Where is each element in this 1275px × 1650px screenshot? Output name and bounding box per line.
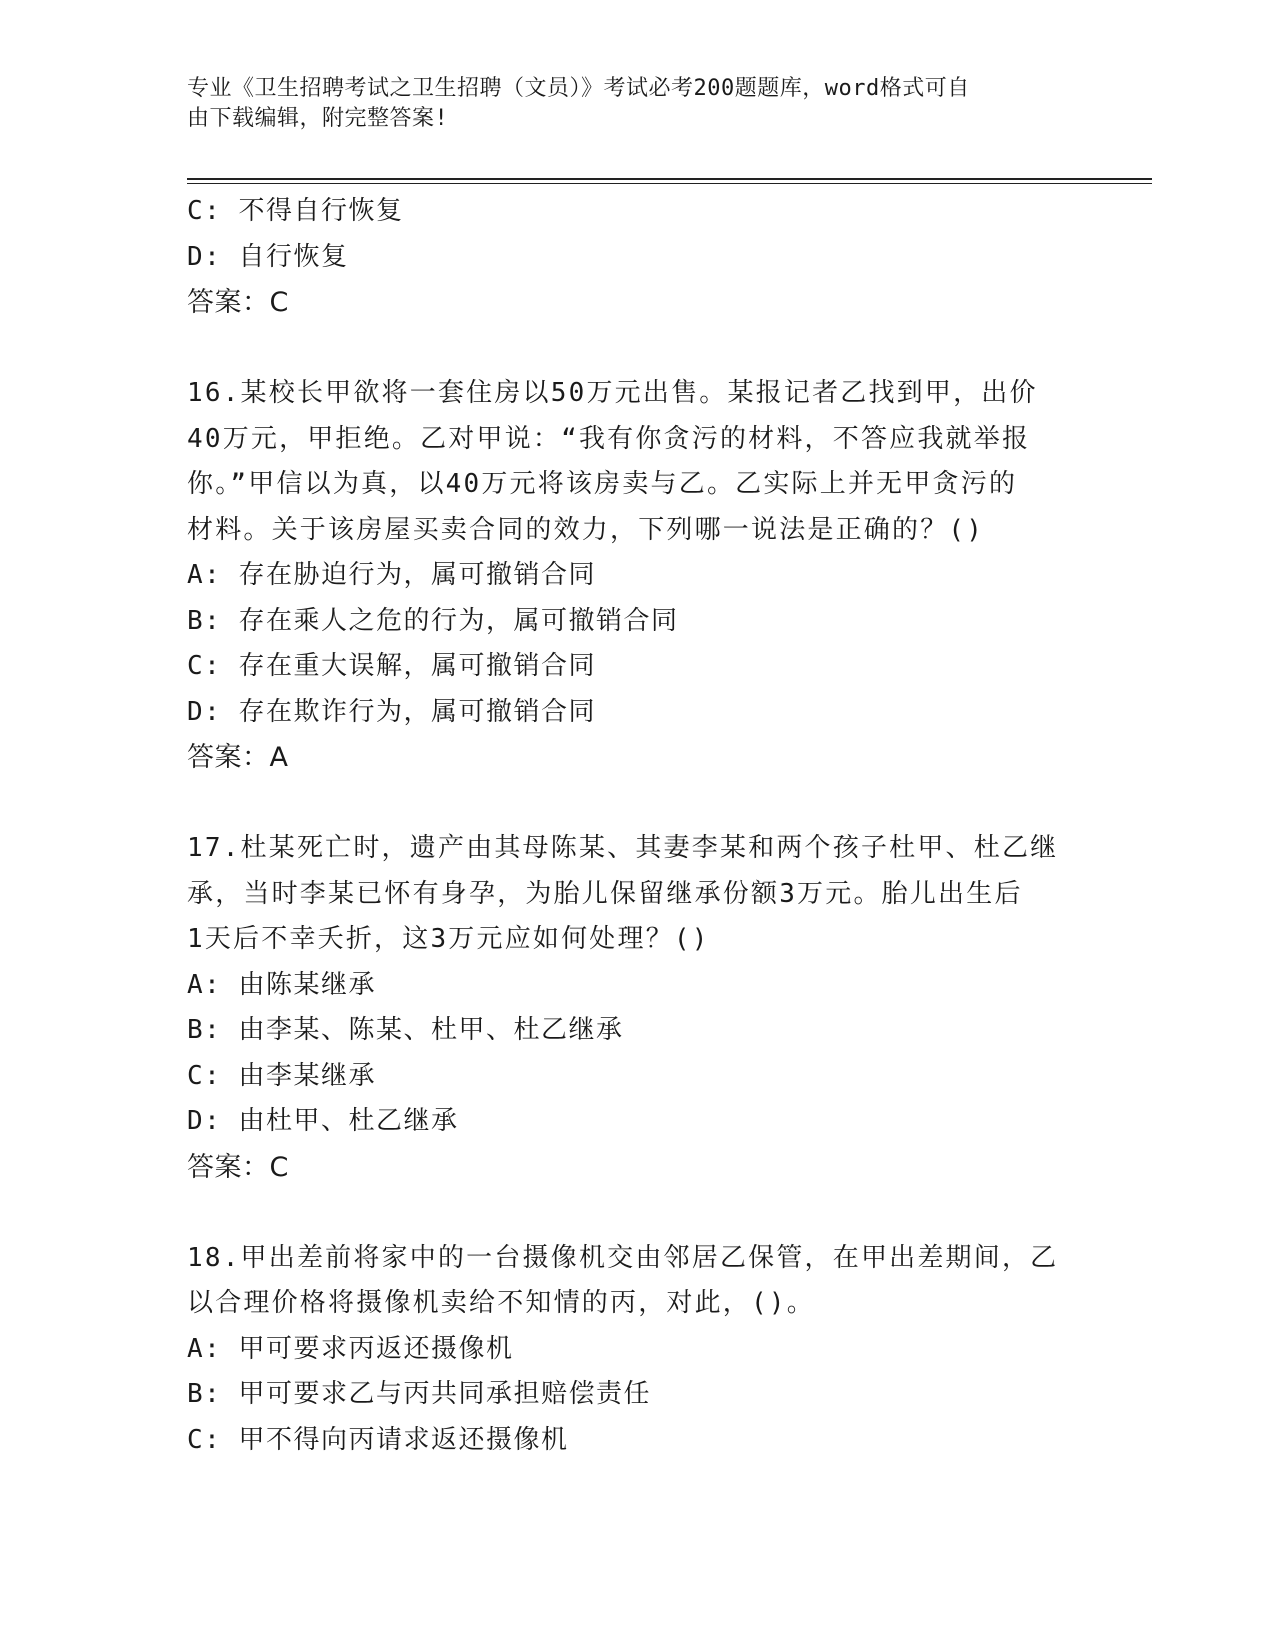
spacer (187, 1190, 1087, 1236)
spacer (187, 781, 1087, 827)
option-a: A: 存在胁迫行为，属可撤销合同 (187, 560, 596, 590)
option-b: B: 存在乘人之危的行为，属可撤销合同 (187, 605, 679, 636)
option-b: B: 由李某、陈某、杜甲、杜乙继承 (187, 1015, 624, 1045)
answer-label: 答案：C (187, 287, 289, 318)
stem-line: 18.甲出差前将家中的一台摄像机交由邻居乙保管，在甲出差期间，乙 (187, 1242, 1059, 1273)
stem-line: 17.杜某死亡时，遗产由其母陈某、其妻李某和两个孩子杜甲、杜乙继 (187, 833, 1059, 863)
option-a: A: 甲可要求丙返还摄像机 (187, 1333, 514, 1364)
stem-line: 材料。关于该房屋买卖合同的效力，下列哪一说法是正确的？() (187, 514, 985, 545)
option-b: B: 甲可要求乙与丙共同承担赔偿责任 (187, 1379, 651, 1409)
option-d: D: 由杜甲、杜乙继承 (187, 1106, 459, 1136)
answer-label: 答案：C (187, 1151, 289, 1183)
question-stem (187, 371, 1087, 553)
answer-label: 答案：A (187, 742, 289, 773)
question-list (187, 189, 1087, 1463)
header-line-1: 专业《卫生招聘考试之卫生招聘（文员）》考试必考200题题库，word格式可自 (187, 76, 970, 101)
question-15-tail (187, 189, 1087, 326)
header-rule-thin (187, 183, 1152, 184)
question-16 (187, 371, 1087, 781)
option-d: D: 自行恢复 (187, 241, 349, 272)
stem-line: 以合理价格将摄像机卖给不知情的丙，对此，()。 (187, 1288, 815, 1318)
option-c: C: 存在重大误解，属可撤销合同 (187, 651, 596, 681)
question-stem (187, 826, 1087, 963)
stem-line: 16.某校长甲欲将一套住房以50万元出售。某报记者乙找到甲，出价 (187, 378, 1038, 408)
option-c: C: 由李某继承 (187, 1060, 376, 1091)
option-a: A: 由陈某继承 (187, 969, 376, 1000)
stem-line: 1天后不幸夭折，这3万元应如何处理？() (187, 924, 710, 954)
header-rule-thick (187, 178, 1152, 180)
stem-line: 你。”甲信以为真，以40万元将该房卖与乙。乙实际上并无甲贪污的 (187, 469, 1018, 499)
question-stem (187, 1236, 1087, 1327)
document-header (187, 74, 1067, 134)
question-18 (187, 1236, 1087, 1464)
question-17 (187, 826, 1087, 1190)
option-c: C: 甲不得向丙请求返还摄像机 (187, 1424, 569, 1455)
option-c: C: 不得自行恢复 (187, 196, 404, 226)
stem-line: 承，当时李某已怀有身孕，为胎儿保留继承份额3万元。胎儿出生后 (187, 878, 1023, 909)
header-line-2: 由下载编辑，附完整答案! (187, 106, 449, 131)
spacer (187, 326, 1087, 372)
option-d: D: 存在欺诈行为，属可撤销合同 (187, 696, 596, 727)
stem-line: 40万元，甲拒绝。乙对甲说：“我有你贪污的材料，不答应我就举报 (187, 423, 1031, 454)
